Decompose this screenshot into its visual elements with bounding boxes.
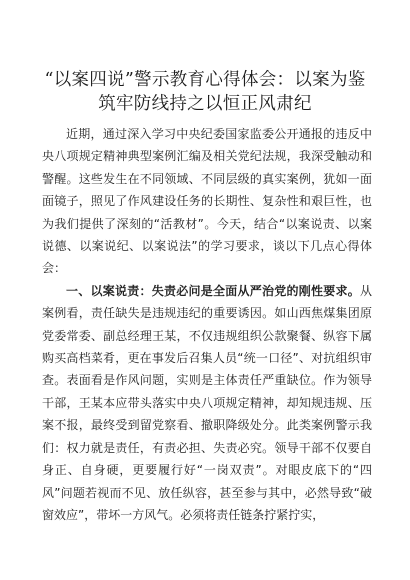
document-body (42, 123, 372, 526)
section-1-heading: 一、以案说责：失责必问是全面从严治党的刚性要求。 (66, 283, 360, 298)
document-title: “以案四说”警示教育心得体会：以案为鉴筑牢防线持之以恒正风肃纪 (44, 70, 366, 114)
section-1-text: 从案例看，责任缺失是违规违纪的重要诱因。如山西焦煤集团原党委常委、副总经理王某，不仅违规组织公款聚餐、纵容下属购买高档菜肴，更在事发后召集人员“统一口径”、对抗组织审查。表面看是作风问题，实则是主体责任严重缺位。作为领导干部，王某本应带头落实中央八项规定精神，却知规违规、压案不报，最终受到留党察看、撤职降级处分。此类案例警示我们：权力就是责任，有责必担、失责必究。领导干部不仅要自身正、自身硬，更要履行好“一岗双责”。对眼皮底下的“四风”问题若视而不见、放任纵容，甚至参与其中，必然导致“破窗效应”，带坏一方风气。必须将责任链条拧紧拧实， (42, 283, 372, 522)
section-1-paragraph (42, 280, 372, 526)
intro-paragraph: 近期，通过深入学习中央纪委国家监委公开通报的违反中央八项规定精神典型案例汇编及相关党纪法规，我深受触动和警醒。这些发生在不同领域、不同层级的真实案例，犹如一面面镜子，照见了作风建设任务的长期性、复杂性和艰巨性，也为我们提供了深刻的“活教材”。今天，结合“以案说责、以案说德、以案说纪、以案说法”的学习要求，谈以下几点心得体会： (42, 127, 372, 276)
